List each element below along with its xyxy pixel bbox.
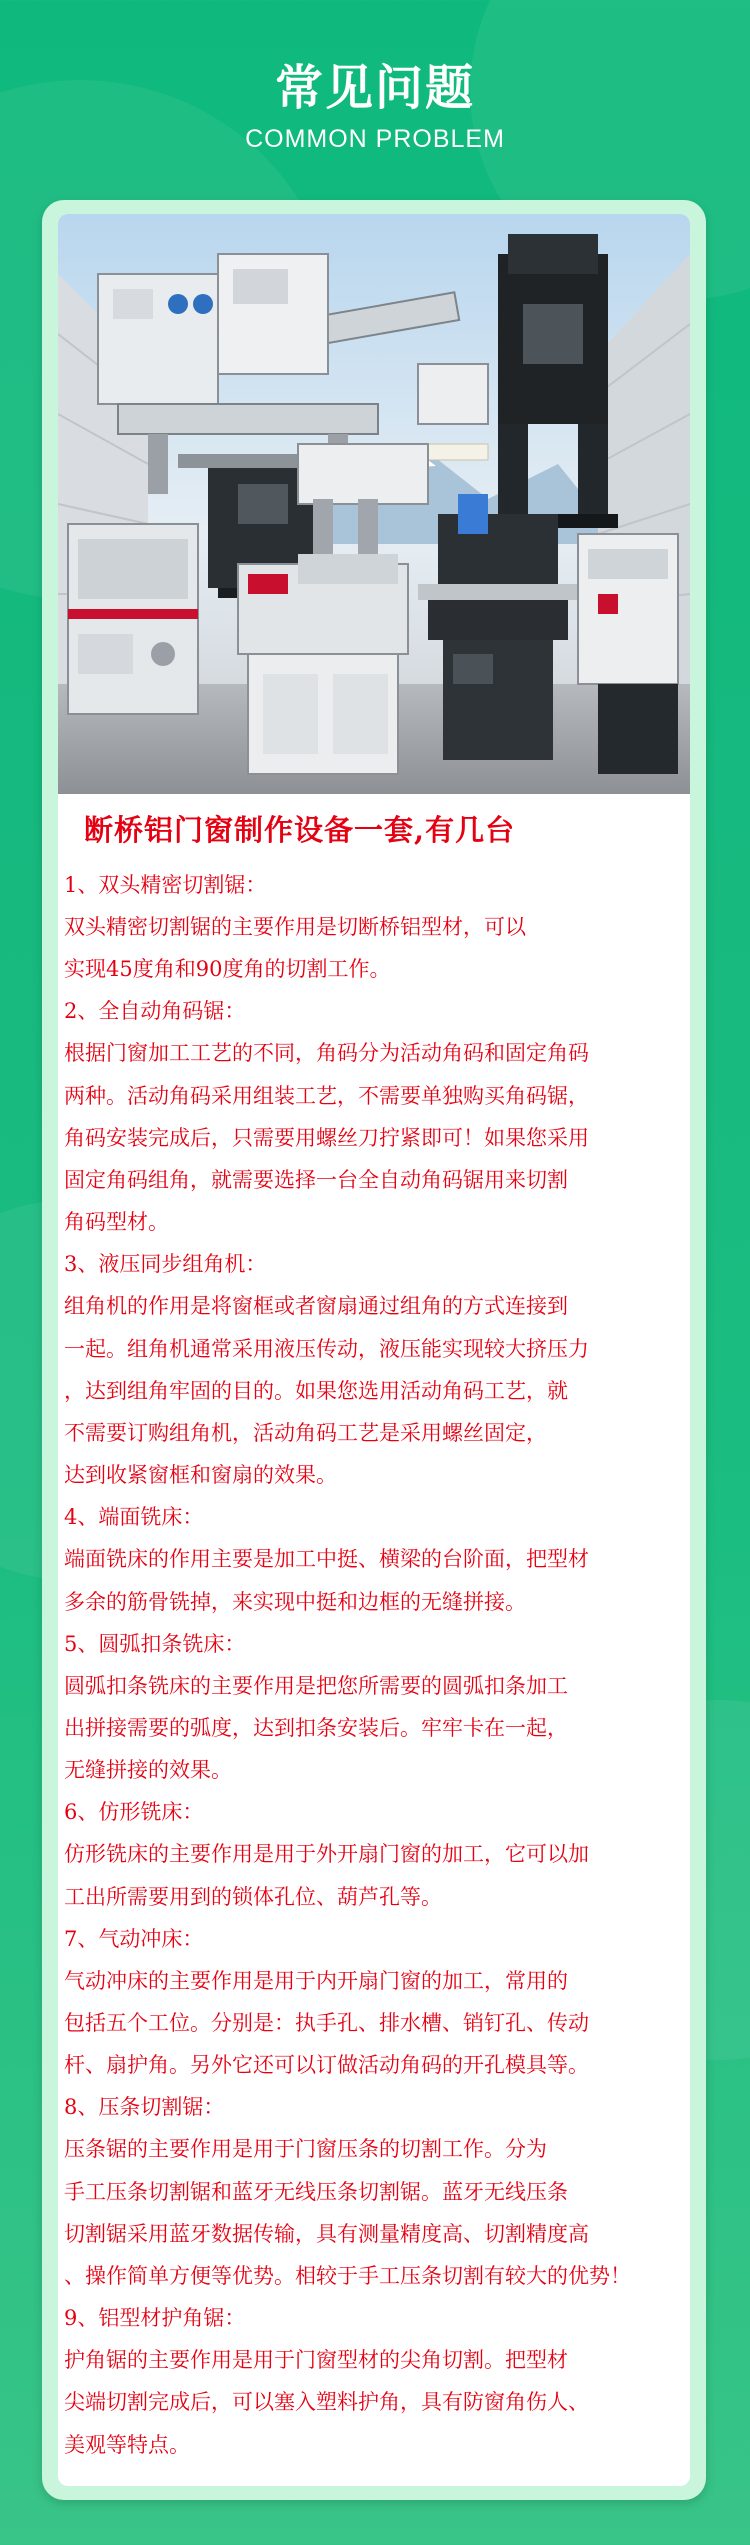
faq-item-title: 4、端面铣床： [64,1505,204,1530]
faq-item-text: 工出所需要用到的锁体孔位、葫芦孔等。 [64,1884,442,1909]
faq-item-text: 无缝拼接的效果。 [64,1758,232,1783]
faq-item-text: 根据门窗加工工艺的不同，角码分为活动角码和固定角码 [64,1041,589,1066]
faq-item-text: 切割锯采用蓝牙数据传输，具有测量精度高、切割精度高 [64,2221,589,2246]
faq-item-title: 5、圆弧扣条铣床： [64,1631,246,1656]
faq-content [58,794,690,2466]
faq-item-text: 多余的筋骨铣掉，来实现中挺和边框的无缝拼接。 [64,1589,526,1614]
faq-item-text: 两种。活动角码采用组装工艺，不需要单独购买角码锯， [64,1083,589,1108]
faq-heading: 断桥铝门窗制作设备一套,有几台 [84,813,516,847]
faq-item-title: 1、双头精密切割锯： [64,873,267,897]
faq-item-text: 圆弧扣条铣床的主要作用是把您所需要的圆弧扣条加工 [64,1673,568,1698]
page-subtitle: COMMON PROBLEM [245,125,505,153]
faq-item-text: 、操作简单方便等优势。相较于手工压条切割有较大的优势！ [64,2264,631,2289]
faq-item-text: 尖端切割完成后，可以塞入塑料护角，具有防窗角伤人、 [64,2390,589,2415]
faq-item-text: 角码型材。 [64,1210,169,1235]
page-title: 常见问题 [274,60,475,116]
content-card-inner [58,214,690,2486]
faq-item-text: 出拼接需要的弧度，达到扣条安装后。牢牢卡在一起， [64,1716,568,1741]
faq-item [58,1623,690,1792]
faq-item-title: 6、仿形铣床： [64,1800,204,1825]
faq-item [58,1791,690,1917]
faq-item-text: 组角机的作用是将窗框或者窗扇通过组角的方式连接到 [64,1294,568,1319]
faq-item-title: 9、铝型材护角锯： [64,2306,246,2331]
content-card [42,200,706,2500]
faq-item-title: 7、气动冲床： [64,1926,204,1951]
faq-item-text: 角码安装完成后，只需要用螺丝刀拧紧即可！如果您采用 [64,1125,589,1150]
faq-item-text: 仿形铣床的主要作用是用于外开扇门窗的加工，它可以加 [64,1842,589,1867]
faq-item-text: 气动冲床的主要作用是用于内开扇门窗的加工，常用的 [64,1968,568,1993]
faq-item [58,1243,690,1496]
faq-item-title: 2、全自动角码锯： [64,999,246,1024]
faq-item-text: ，达到组角牢固的目的。如果您选用活动角码工艺，就 [64,1378,568,1403]
faq-item-text: 护角锯的主要作用是用于门窗型材的尖角切割。把型材 [64,2348,568,2373]
faq-item [58,864,690,990]
faq-item-title: 3、液压同步组角机： [64,1252,267,1277]
page-header [0,58,750,156]
faq-item-text: 不需要订购组角机，活动角码工艺是采用螺丝固定， [64,1421,547,1446]
faq-item [58,990,690,1243]
faq-item-text: 一起。组角机通常采用液压传动，液压能实现较大挤压力 [64,1336,589,1361]
faq-item-text: 端面铣床的作用主要是加工中挺、横梁的台阶面，把型材 [64,1547,589,1572]
faq-item-text: 实现45度角和90度角的切割工作。 [64,957,391,982]
faq-item-text: 双头精密切割锯的主要作用是切断桥铝型材，可以 [64,915,526,939]
faq-item-text: 达到收紧窗框和窗扇的效果。 [64,1463,337,1488]
faq-item-text: 美观等特点。 [64,2432,190,2457]
faq-item-text: 固定角码组角，就需要选择一台全自动角码锯用来切割 [64,1168,568,1193]
faq-item [58,2086,690,2297]
faq-item [58,1918,690,2087]
faq-item-text: 手工压条切割锯和蓝牙无线压条切割锯。蓝牙无线压条 [64,2179,568,2204]
faq-item [58,2297,690,2466]
faq-item-text: 杆、扇护角。另外它还可以订做活动角码的开孔模具等。 [64,2053,589,2078]
equipment-photo [58,214,690,794]
faq-item-text: 包括五个工位。分别是：执手孔、排水槽、销钉孔、传动 [64,2011,589,2036]
faq-item [58,1496,690,1622]
faq-item-title: 8、压条切割锯： [64,2095,225,2120]
faq-item-text: 压条锯的主要作用是用于门窗压条的切割工作。分为 [64,2137,547,2162]
